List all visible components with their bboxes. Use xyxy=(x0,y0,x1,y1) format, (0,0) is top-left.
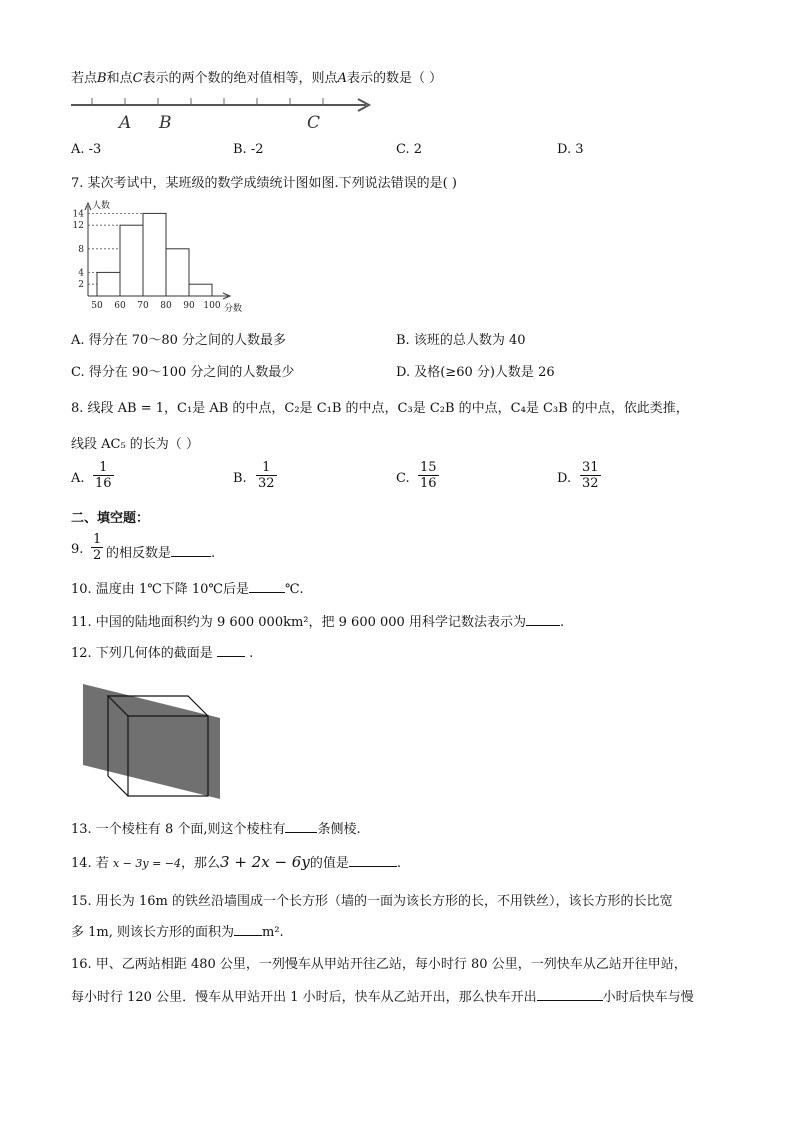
q10-end: ℃. xyxy=(284,582,304,597)
q8-option-b-letter: B. xyxy=(233,471,247,486)
histogram-x-tick: 90 xyxy=(183,301,195,311)
q13-answer-blank[interactable] xyxy=(285,820,317,833)
q9-end: . xyxy=(211,546,216,561)
q8-option-a-letter: A. xyxy=(71,471,85,486)
histogram-y-label: 人数 xyxy=(92,201,111,211)
q14-mid: ，那么 xyxy=(181,856,221,871)
q12-answer-blank[interactable] xyxy=(217,644,245,657)
histogram-bar xyxy=(97,272,120,296)
q8-option-b-num: 1 xyxy=(262,460,271,475)
q8-stem-line2: 线段 AC₅ 的长为（ ） xyxy=(71,437,199,452)
q8-option-d-fraction xyxy=(580,460,601,491)
q15-line2-end: m². xyxy=(262,925,284,940)
q13-text xyxy=(71,818,361,837)
histogram-bar xyxy=(143,213,166,296)
q8-option-a-num: 1 xyxy=(99,460,108,475)
q8-option-b-den: 32 xyxy=(258,476,275,491)
q7-option-a: A. 得分在 70～80 分之间的人数最多 xyxy=(71,333,287,348)
q9-fraction xyxy=(91,532,103,563)
q11-text xyxy=(71,611,564,630)
q8-option-c-num: 15 xyxy=(420,460,437,475)
q16-line2-pre: 每小时行 120 公里．慢车从甲站开出 1 小时后，快车从乙站开出，那么快车开出 xyxy=(71,990,537,1005)
q8-option-d-den: 32 xyxy=(582,476,599,491)
q9-answer-blank[interactable] xyxy=(171,544,211,557)
q8-option-b-fraction xyxy=(256,460,277,491)
q15-line1: 15. 用长为 16m 的铁丝沿墙围成一个长方形（墙的一面为该长方形的长，不用铁丝），该长方形的长比宽 xyxy=(71,894,673,909)
q7-stem: 7. 某次考试中，某班级的数学成绩统计图如图.下列说法错误的是( ) xyxy=(71,176,457,191)
q14-condition: x − 3y = −4 xyxy=(112,857,182,870)
q11-end: . xyxy=(559,615,565,630)
q9-text xyxy=(106,542,215,561)
histogram-bar xyxy=(189,284,212,296)
histogram-x-tick: 60 xyxy=(114,301,126,311)
histogram-bar xyxy=(166,249,189,296)
histogram-bar xyxy=(120,225,143,296)
numberline-label-c: C xyxy=(307,113,321,133)
q6-stem-mid: 表示的两个数的绝对值相等，则点 xyxy=(142,71,338,86)
q15-answer-blank[interactable] xyxy=(234,923,262,936)
q16-line2-end: 小时后快车与慢 xyxy=(602,990,694,1005)
number-line-ticks xyxy=(92,98,323,105)
q9-num: 1 xyxy=(93,532,102,547)
q8-option-a-fraction xyxy=(93,460,114,491)
q12-end: . xyxy=(249,646,254,661)
histogram-y-tick: 2 xyxy=(78,280,84,291)
q14-pre: 14. 若 xyxy=(71,856,109,871)
q8-option-c-letter: C. xyxy=(396,471,410,486)
number-line-figure xyxy=(68,92,378,134)
point-b-label: B xyxy=(97,71,107,86)
q7-option-b: B. 该班的总人数为 40 xyxy=(396,333,526,348)
histogram-x-label: 分数 xyxy=(224,304,243,314)
q8-option-d-letter: D. xyxy=(557,471,572,486)
q11-answer-blank[interactable] xyxy=(526,613,560,626)
q8-option-c-den: 16 xyxy=(420,476,437,491)
q7-option-c: C. 得分在 90～100 分之间的人数最少 xyxy=(71,365,295,380)
q8-stem-line1: 8. 线段 AB = 1，C₁是 AB 的中点，C₂是 C₁B 的中点，C₃是 C₂B 的中点，C₄是 C₃B 的中点，依此类推， xyxy=(71,401,689,416)
q9-den: 2 xyxy=(93,548,102,563)
q13-pre: 13. 一个棱柱有 8 个面,则这个棱柱有 xyxy=(71,822,286,837)
q11-pre: 11. 中国的陆地面积约为 9 600 000km²，把 9 600 000 用科学记数法表示为 xyxy=(71,615,526,630)
histogram-y-tick: 8 xyxy=(78,244,84,255)
q9-number: 9. xyxy=(71,542,84,557)
q10-pre: 10. 温度由 1℃下降 10℃后是 xyxy=(71,582,249,597)
q16-line1: 16. 甲、乙两站相距 480 公里，一列慢车从甲站开往乙站，每小时行 80 公里，一列快车从乙站开往甲站， xyxy=(71,957,687,972)
q6-stem-and: 和点 xyxy=(106,71,133,86)
histogram-x-tick: 50 xyxy=(91,301,103,311)
numberline-label-b: B xyxy=(159,113,172,133)
q16-answer-blank[interactable] xyxy=(537,988,603,1001)
score-histogram xyxy=(68,196,248,316)
q9-post: 的相反数是 xyxy=(106,546,172,561)
point-a-label: A xyxy=(337,71,347,86)
cross-section-plane xyxy=(83,684,220,799)
histogram-y-tick: 12 xyxy=(72,221,84,232)
q6-stem xyxy=(71,67,442,86)
q6-option-c: C. 2 xyxy=(396,142,423,157)
q6-option-b: B. -2 xyxy=(233,142,264,157)
q16-line2 xyxy=(71,986,694,1005)
q12-text xyxy=(71,642,253,661)
q8-option-a-den: 16 xyxy=(95,476,112,491)
q14-post: 的值是 xyxy=(309,856,349,871)
section-heading: 二、填空题： xyxy=(71,511,150,526)
q12-pre: 12. 下列几何体的截面是 xyxy=(71,646,213,661)
histogram-x-tick: 100 xyxy=(203,301,221,311)
q15-line2-pre: 多 1m, 则该长方形的面积为 xyxy=(71,925,234,940)
q6-option-d: D. 3 xyxy=(557,142,584,157)
q10-answer-blank[interactable] xyxy=(249,580,285,593)
point-c-label: C xyxy=(132,71,143,86)
q10-text xyxy=(71,578,304,597)
q7-option-d: D. 及格(≥60 分)人数是 26 xyxy=(396,365,555,380)
q14-text xyxy=(71,852,401,871)
q8-option-d-num: 31 xyxy=(582,460,599,475)
q6-stem-post: 表示的数是（ ） xyxy=(346,71,443,86)
q8-option-c-fraction xyxy=(418,460,439,491)
histogram-y-tick: 14 xyxy=(72,209,84,220)
histogram-x-tick: 70 xyxy=(137,301,149,311)
q6-option-a: A. -3 xyxy=(71,142,102,157)
histogram-y-tick: 4 xyxy=(78,268,84,279)
q15-line2 xyxy=(71,921,284,940)
numberline-label-a: A xyxy=(119,113,132,133)
q13-end: 条侧棱. xyxy=(317,822,361,837)
q14-answer-blank[interactable] xyxy=(349,854,397,867)
histogram-x-tick: 80 xyxy=(160,301,172,311)
q14-end: . xyxy=(396,856,401,871)
q6-stem-pre: 若点 xyxy=(71,71,98,86)
q14-expression: 3 + 2x − 6y xyxy=(220,853,310,871)
cube-cross-section-figure xyxy=(80,682,225,802)
